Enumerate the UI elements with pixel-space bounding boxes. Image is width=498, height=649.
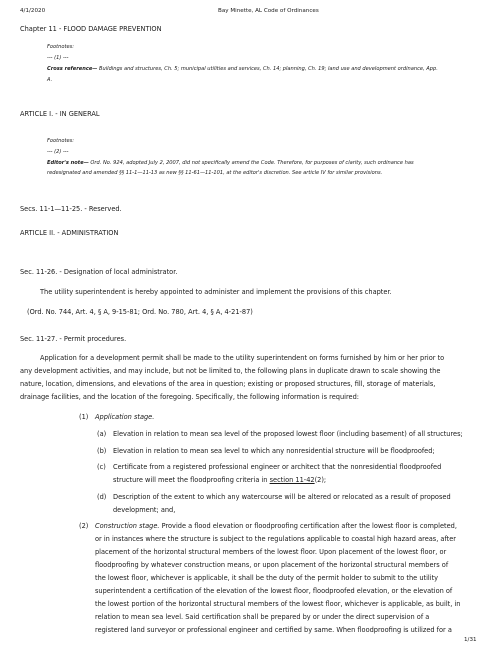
chapter-title: Chapter 11 - FLOOD DAMAGE PREVENTION bbox=[20, 25, 162, 33]
article-1-footnote-marker: --- (2) --- bbox=[47, 149, 69, 155]
list-item-2-line-9: registered land surveyor or professional engineer and certified by same. When floodproofing is utilized for a bbox=[95, 626, 452, 634]
permit-intro-line-4: drainage facilities, and the location of the foregoing. Specifically, the following information is required: bbox=[20, 393, 360, 401]
chapter-footnote-marker: --- (1) --- bbox=[47, 55, 69, 61]
list-item-1c-line-2 bbox=[113, 476, 326, 484]
list-item-2-line-1 bbox=[95, 522, 457, 530]
section-11-42-link[interactable]: section 11-42 bbox=[269, 476, 315, 484]
list-item-2-text: Provide a flood elevation or floodproofing certification after the lowest floor is completed, bbox=[159, 522, 457, 530]
cross-reference-label: Cross reference— bbox=[47, 66, 98, 72]
list-item-1d-letter: (d) bbox=[97, 493, 107, 501]
list-item-1c-suffix: (2); bbox=[314, 476, 327, 484]
list-item-1c-letter: (c) bbox=[97, 463, 106, 471]
section-11-26-title: Sec. 11-26. - Designation of local administrator. bbox=[20, 268, 178, 276]
list-item-2-title: Construction stage. bbox=[95, 522, 160, 530]
list-item-1c-text: structure will meet the floodproofing criteria in bbox=[113, 476, 270, 484]
cross-reference-text-cont: A. bbox=[47, 77, 53, 83]
list-item-2-line-8: relation to mean sea level. Said certification shall be prepared by or under the direct supervision of a bbox=[95, 613, 430, 621]
list-item-1b-letter: (b) bbox=[97, 447, 107, 455]
page-number: 1/31 bbox=[464, 637, 477, 643]
permit-intro-line-3: nature, location, dimensions, and elevations of the area in question; existing or proposed structures, fill, storage of materials, bbox=[20, 380, 436, 388]
section-11-26-body: The utility superintendent is hereby appointed to administer and implement the provisions of this chapter. bbox=[40, 288, 392, 296]
list-item-1b: Elevation in relation to mean sea level to which any nonresidential structure will be floodproofed; bbox=[113, 447, 435, 455]
list-item-2-line-2: or in instances where the structure is subject to the regulations applicable to coastal high hazard areas, after bbox=[95, 535, 457, 543]
print-date: 4/1/2020 bbox=[20, 8, 46, 14]
document-title: Bay Minette, AL Code of Ordinances bbox=[218, 8, 319, 14]
list-item-1c-line-1: Certificate from a registered professional engineer or architect that the nonresidential floodproofed bbox=[113, 463, 442, 471]
editors-note-text-cont: redesignated and amended §§ 11-1—11-13 as new §§ 11-61—11-101, at the editor's discretion. See article IV for similar provisions. bbox=[47, 170, 383, 176]
list-item-2-line-3: placement of the horizontal structural members of the lowest floor. Upon placement of the lowest floor, or bbox=[95, 548, 447, 556]
list-item-1d-line-2: development; and, bbox=[113, 506, 176, 514]
editors-note-label: Editor's note— bbox=[47, 160, 89, 166]
list-item-1d-line-1: Description of the extent to which any watercourse will be altered or relocated as a result of proposed bbox=[113, 493, 451, 501]
editors-note-text: Ord. No. 924, adopted July 2, 2007, did not specifically amend the Code. Therefore, for purposes of clarity, such ordinance has bbox=[88, 160, 414, 166]
section-11-27-title: Sec. 11-27. - Permit procedures. bbox=[20, 335, 127, 343]
article-1-title: ARTICLE I. - IN GENERAL bbox=[20, 110, 100, 118]
cross-reference-text: Buildings and structures, Ch. 5; municipal utilities and services, Ch. 14; planning, Ch. 19; land use and development ordinance, App. bbox=[97, 66, 438, 72]
chapter-cross-reference bbox=[47, 66, 438, 72]
chapter-footnotes-label: Footnotes: bbox=[47, 44, 75, 50]
list-item-1a-letter: (a) bbox=[97, 430, 107, 438]
list-item-2-line-6: superintendent a certification of the elevation of the lowest floor, floodproofed elevation, or the elevation of bbox=[95, 587, 453, 595]
article-1-footnotes-label: Footnotes: bbox=[47, 138, 75, 144]
permit-intro-line-2: any development activities, and may include, but not be limited to, the following plans in duplicate drawn to scale showing the bbox=[20, 367, 441, 375]
editors-note bbox=[47, 160, 414, 166]
permit-intro-line-1: Application for a development permit shall be made to the utility superintendent on forms furnished by him or her prior to bbox=[40, 354, 445, 362]
reserved-sections: Secs. 11-1—11-25. - Reserved. bbox=[20, 205, 122, 213]
list-item-2-line-4: floodproofing by whatever construction means, or upon placement of the horizontal structural members of bbox=[95, 561, 449, 569]
list-item-2-line-7: the lowest portion of the horizontal structural members of the lowest floor, whichever is applicable, as built, in bbox=[95, 600, 461, 608]
list-item-1-number: (1) bbox=[79, 413, 89, 421]
list-item-2-number: (2) bbox=[79, 522, 89, 530]
section-11-26-history: (Ord. No. 744, Art. 4, § A, 9-15-81; Ord. No. 780, Art. 4, § A, 4-21-87) bbox=[27, 308, 253, 316]
list-item-1a: Elevation in relation to mean sea level of the proposed lowest floor (including basement) of all structures; bbox=[113, 430, 463, 438]
article-2-title: ARTICLE II. - ADMINISTRATION bbox=[20, 229, 119, 237]
list-item-2-line-5: the lowest floor, whichever is applicable, it shall be the duty of the permit holder to submit to the utility bbox=[95, 574, 439, 582]
list-item-1-title: Application stage. bbox=[95, 413, 155, 421]
